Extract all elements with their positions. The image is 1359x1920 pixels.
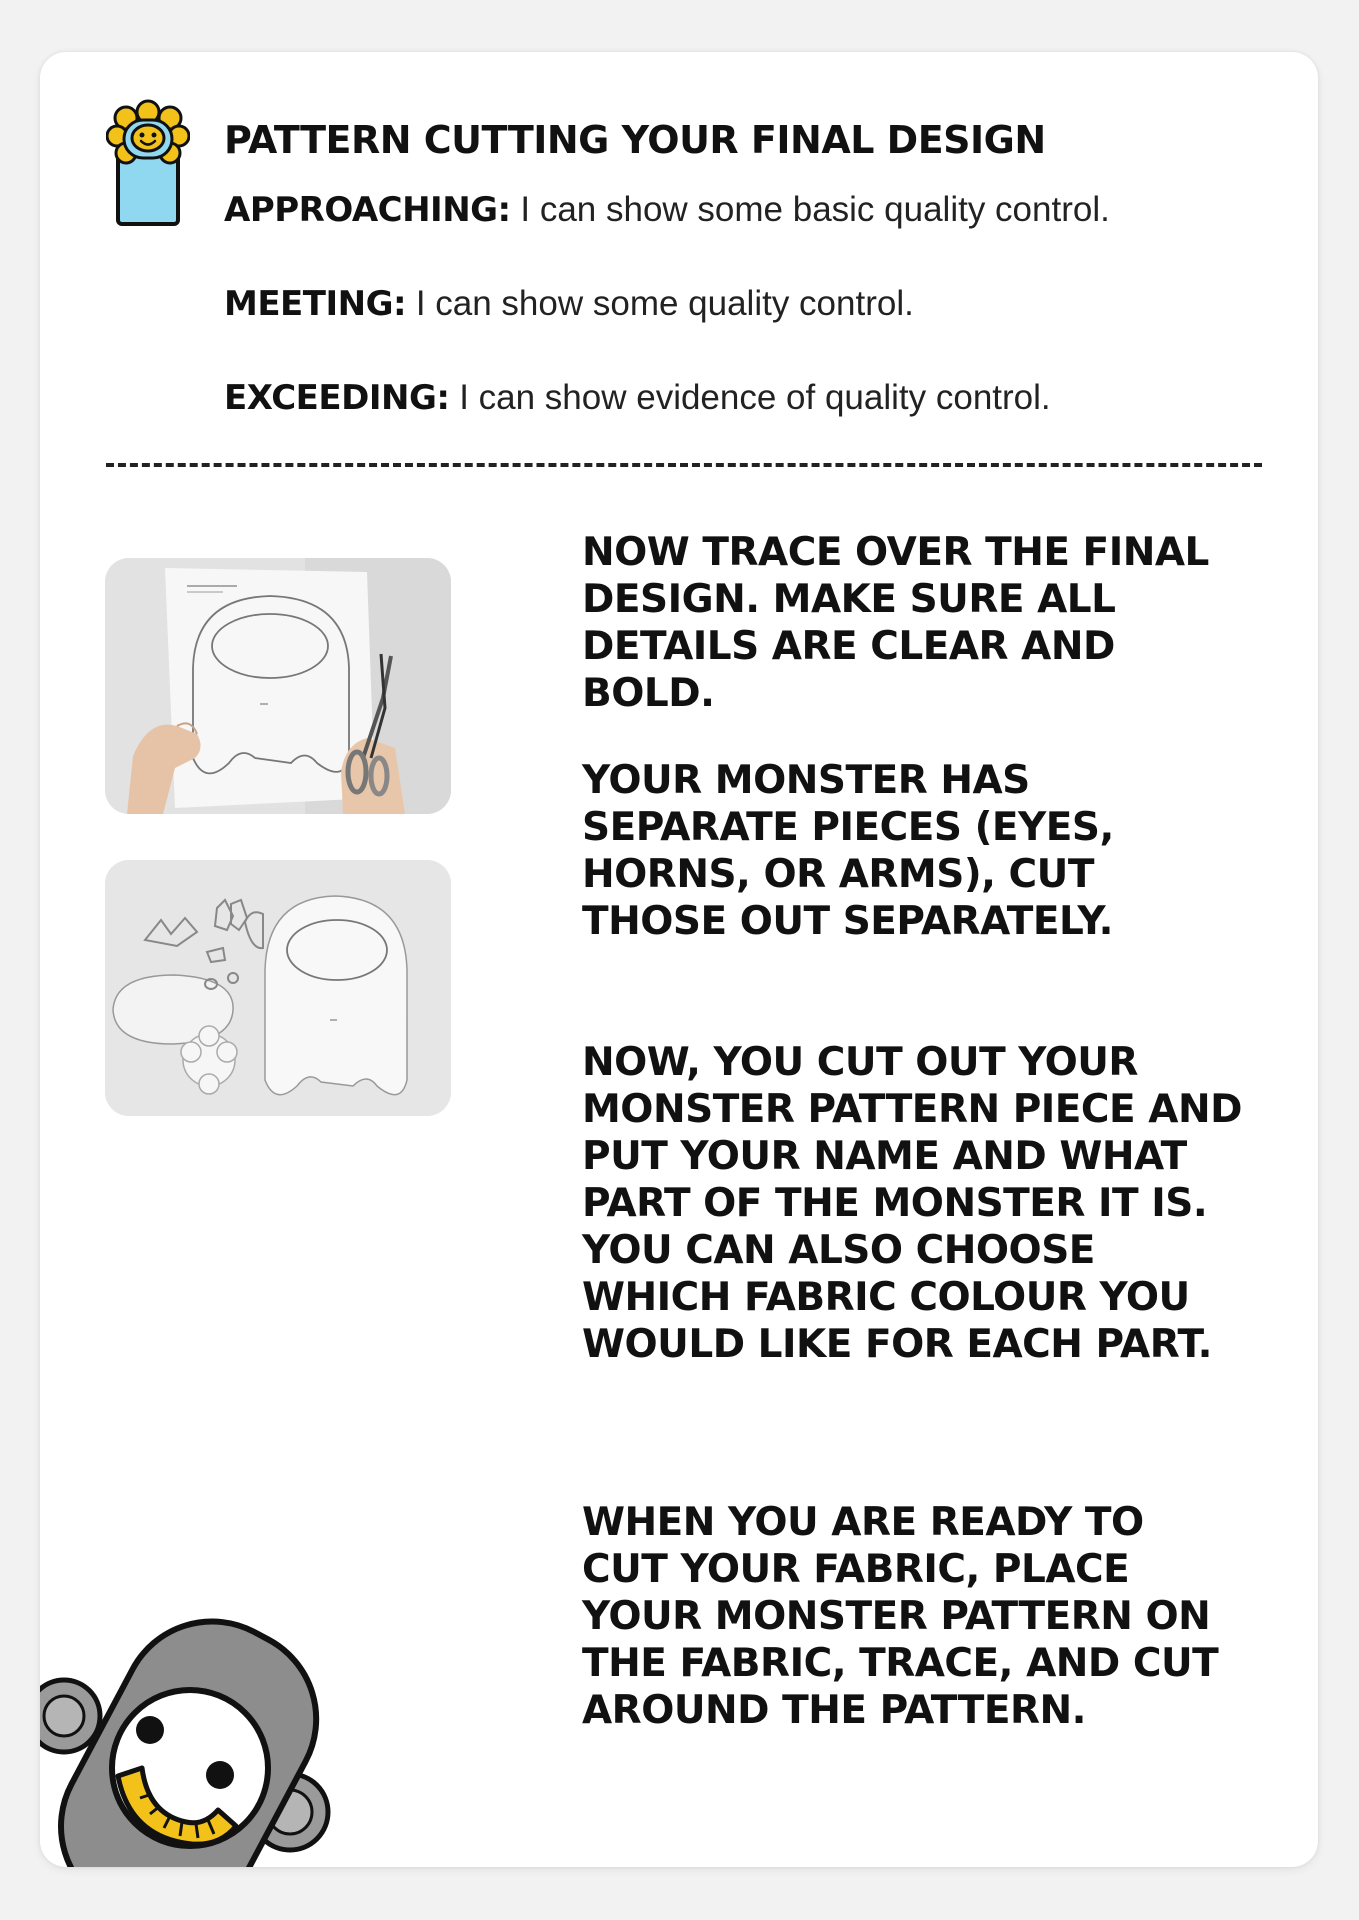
criteria-description: I can show some quality control. — [406, 284, 914, 323]
yellow-maned-blue-monster-icon — [106, 98, 190, 228]
cut-paper-pattern-pieces-photo — [105, 860, 451, 1116]
dashed-divider — [106, 463, 1262, 467]
criteria-approaching — [224, 190, 1110, 230]
page-title: PATTERN CUTTING YOUR FINAL DESIGN — [224, 118, 1046, 162]
instruction-step-separate-pieces: YOUR MONSTER HAS SEPARATE PIECES (EYES, HORNS, OR ARMS), CUT THOSE OUT SEPARATELY. — [582, 758, 1114, 944]
criteria-meeting — [224, 284, 914, 324]
criteria-exceeding — [224, 378, 1051, 418]
criteria-description: I can show some basic quality control. — [510, 190, 1110, 229]
criteria-level-label: APPROACHING: — [224, 190, 511, 230]
instruction-step-trace: NOW TRACE OVER THE FINAL DESIGN. MAKE SURE ALL DETAILS ARE CLEAR AND BOLD. — [582, 530, 1209, 716]
worksheet-page — [40, 52, 1318, 1867]
criteria-description: I can show evidence of quality control. — [449, 378, 1051, 417]
hands-cutting-paper-pattern-photo — [105, 558, 451, 814]
criteria-level-label: MEETING: — [224, 284, 407, 324]
instruction-step-cut-and-label: NOW, YOU CUT OUT YOUR MONSTER PATTERN PIECE AND PUT YOUR NAME AND WHAT PART OF THE MONSTER IT IS. YOU CAN ALSO CHOOSE WHICH FABRIC COLOUR YOU WOULD LIKE FOR EACH PART. — [582, 1040, 1242, 1367]
grey-robot-monster-icon — [40, 1600, 340, 1867]
criteria-level-label: EXCEEDING: — [224, 378, 450, 418]
instruction-step-cut-fabric: WHEN YOU ARE READY TO CUT YOUR FABRIC, PLACE YOUR MONSTER PATTERN ON THE FABRIC, TRACE, AND CUT AROUND THE PATTERN. — [582, 1500, 1219, 1733]
